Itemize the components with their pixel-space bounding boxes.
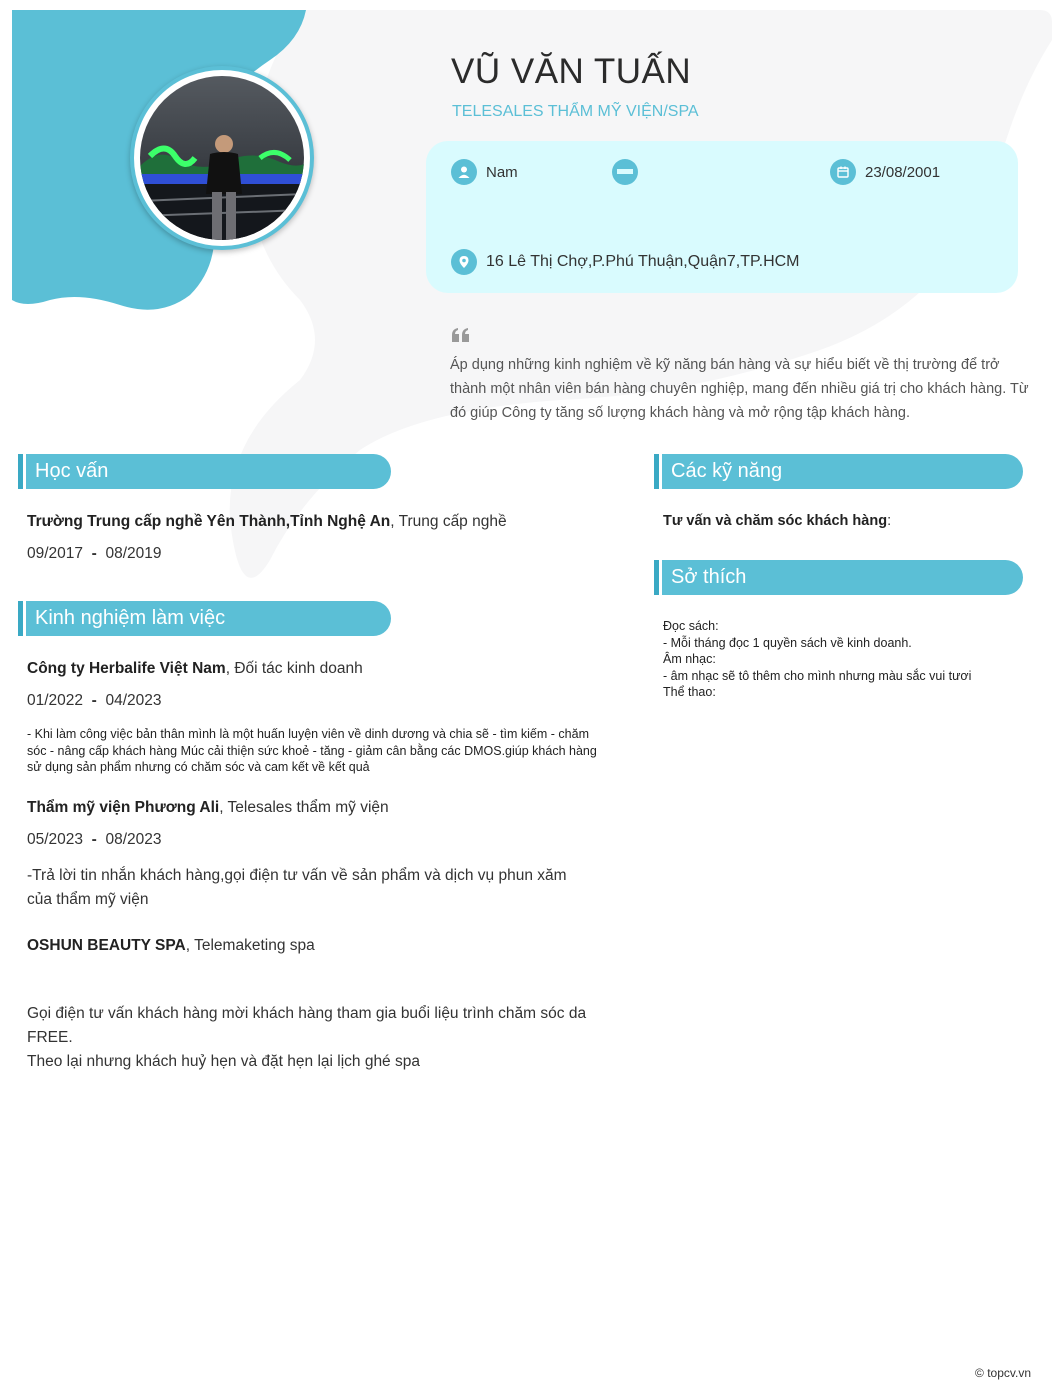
avatar-photo-image (140, 76, 304, 240)
footer-brand[interactable]: © topcv.vn (975, 1366, 1031, 1380)
experience-heading (18, 601, 391, 636)
education-dates (27, 545, 161, 563)
start-date: 01/2022 (27, 692, 84, 709)
experience-description-2: -Trả lời tin nhắn khách hàng,gọi điện tư vấn về sản phẩm và dịch vụ phun xăm của thẩm mỹ viện (27, 867, 567, 908)
company-name: Thẩm mỹ viện Phương Ali (27, 799, 220, 816)
hobby-line: Đọc sách: (663, 619, 719, 633)
description-line: Gọi điện tư vấn khách hàng mời khách hàng tham gia buổi liệu trình chăm sóc da FREE. (27, 1005, 587, 1046)
skills-heading (654, 454, 1023, 489)
separator: , (219, 799, 228, 816)
user-icon (451, 159, 477, 185)
address-value: 16 Lê Thị Chợ,P.Phú Thuận,Quận7,TP.HCM (486, 253, 800, 270)
avatar-photo (140, 76, 304, 240)
job-role: Telemaketing spa (194, 937, 315, 954)
separator: , (390, 513, 399, 530)
experience-entry-1 (27, 660, 363, 678)
job-role: Telesales thẩm mỹ viện (227, 799, 389, 816)
skill-item (663, 513, 891, 529)
grey-blob (230, 10, 1052, 578)
address-item (451, 249, 800, 275)
end-date: 08/2023 (105, 831, 162, 848)
skills-title: Các kỹ năng (671, 460, 783, 482)
start-date: 09/2017 (27, 545, 84, 562)
description-line: Theo lại nhưng khách huỷ hẹn và đặt hẹn lại lịch ghé spa (27, 1053, 420, 1070)
school-name: Trường Trung cấp nghề Yên Thành,Tỉnh Nghệ An (27, 513, 391, 530)
experience-title: Kinh nghiệm làm việc (35, 607, 226, 629)
hobbies-list (663, 618, 1023, 701)
education-title: Học vấn (35, 460, 109, 482)
job-role: Đối tác kinh doanh (234, 660, 363, 677)
degree: Trung cấp nghề (398, 513, 507, 530)
experience-description-1: - Khi làm công việc bản thân mình là một huấn luyện viên về dinh dương và chia sẽ - tìm kiếm - chăm sóc - nâng cấp khách hàng Múc cải thiện sức khoẻ - tăng - giảm cân bằng các DMOS.giúp khách hàng sử dụng sản phẩm nhưng có chăm sóc và cam kết về kết quả (27, 727, 597, 774)
experience-dates-2 (27, 831, 161, 849)
experience-entry-2 (27, 799, 389, 817)
experience-entry-3 (27, 937, 315, 955)
hobby-line: - âm nhạc sẽ tô thêm cho mình nhưng màu sắc vui tươi (663, 668, 972, 683)
phone-icon (612, 159, 638, 185)
separator: , (225, 660, 235, 677)
avatar (130, 66, 314, 250)
quote-icon (451, 326, 471, 344)
company-name: OSHUN BEAUTY SPA (27, 937, 186, 954)
personal-info-box (426, 141, 1018, 293)
career-objective: Áp dụng những kinh nghiệm về kỹ năng bán hàng và sự hiểu biết về thị trường để trở thành một nhân viên bán hàng chuyên nghiệp, mang đến nhiều giá trị cho khách hàng. Từ đó giúp Công ty tăng số lượng khách hàng và mở rộng tập khách hàng. (450, 357, 1029, 421)
birthday-value: 23/08/2001 (865, 163, 941, 181)
location-pin-icon (451, 249, 477, 275)
date-dash: - (91, 545, 97, 562)
separator: , (185, 937, 195, 954)
company-name: Công ty Herbalife Việt Nam (27, 660, 226, 677)
education-entry (27, 513, 507, 531)
birthday-item (830, 159, 940, 185)
gender-value: Nam (486, 163, 518, 181)
calendar-icon (830, 159, 856, 185)
experience-description-3 (27, 1002, 592, 1074)
hobbies-title: Sở thích (671, 566, 747, 588)
end-date: 04/2023 (105, 692, 162, 709)
education-heading (18, 454, 391, 489)
hobby-line: - Mỗi tháng đọc 1 quyền sách về kinh doanh. (663, 635, 912, 650)
hidden-icon-item (612, 159, 647, 185)
hobby-line: Âm nhạc: (663, 652, 716, 666)
skill-suffix: : (887, 513, 892, 529)
hobby-line: Thể thao: (663, 685, 716, 699)
date-dash: - (91, 692, 97, 709)
end-date: 08/2019 (105, 545, 162, 562)
skill-name: Tư vấn và chăm sóc khách hàng (663, 513, 888, 529)
hobbies-heading (654, 560, 1023, 595)
start-date: 05/2023 (27, 831, 84, 848)
date-dash: - (91, 831, 97, 848)
candidate-position: TELESALES THẨM MỸ VIỆN/SPA (452, 103, 699, 120)
experience-dates-1 (27, 692, 161, 710)
candidate-name: VŨ VĂN TUẤN (451, 52, 692, 91)
gender-item (451, 159, 518, 185)
